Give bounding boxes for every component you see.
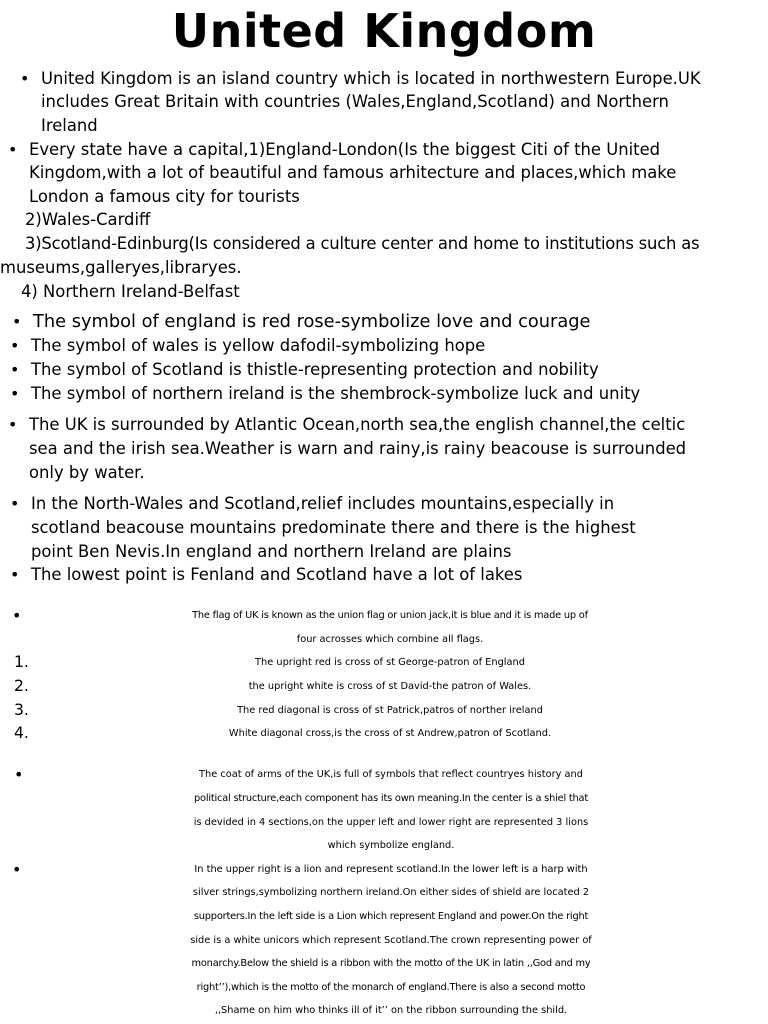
intro-line: United Kingdom is an island country which is located in northwestern Europe.UK xyxy=(41,69,701,88)
flag-line: four acrosses which combine all flags. xyxy=(296,634,484,645)
symbol-item: The symbol of Scotland is thistle-representing protection and nobility xyxy=(31,360,599,379)
bullet: • xyxy=(12,312,22,331)
bullet: • xyxy=(20,69,30,88)
bullet: • xyxy=(12,606,22,625)
intro-line: includes Great Britain with countries (Wales,England,Scotland) and Northern xyxy=(41,92,669,111)
bullet: • xyxy=(8,415,18,434)
capitals-line: Every state have a capital,1)England-London(Is the biggest Citi of the United xyxy=(29,140,661,159)
bullet: • xyxy=(14,765,24,784)
cross-item: White diagonal cross,is the cross of st Andrew,patron of Scotland. xyxy=(228,728,552,739)
symbol-item: The symbol of northern ireland is the shembrock-symbolize luck and unity xyxy=(31,384,641,403)
waters-line: sea and the irish sea.Weather is warn and rainy,is rainy beacouse is surrounded xyxy=(29,439,687,458)
list-number: 2. xyxy=(14,677,29,695)
capitals-line: museums,galleryes,libraryes. xyxy=(0,258,242,277)
coat2-line: In the upper right is a lion and represent scotland.In the lower left is a harp with xyxy=(194,864,588,875)
coat2-line: right’’),which is the motto of the monarch of england.There is also a second motto xyxy=(196,982,586,993)
bullet: • xyxy=(10,565,20,584)
page-title: United Kingdom xyxy=(171,4,597,58)
coat-line: The coat of arms of the UK,is full of symbols that reflect countryes history and xyxy=(199,769,583,780)
bullet: • xyxy=(10,360,20,379)
relief-line: point Ben Nevis.In england and northern Ireland are plains xyxy=(31,542,512,561)
symbol-item: The symbol of wales is yellow dafodil-symbolizing hope xyxy=(31,336,486,355)
bullet: • xyxy=(10,494,20,513)
cross-item: The red diagonal is cross of st Patrick,patros of norther ireland xyxy=(237,705,543,716)
bullet: • xyxy=(10,384,20,403)
capitals-line: 2)Wales-Cardiff xyxy=(25,210,151,229)
capitals-line: London a famous city for tourists xyxy=(29,187,300,206)
cross-item: the upright white is cross of st David-the patron of Wales. xyxy=(248,681,532,692)
coat2-line: silver strings,symbolizing northern ireland.On either sides of shield are located 2 xyxy=(192,887,590,898)
bullet: • xyxy=(8,140,18,159)
coat2-line: supporters.In the left side is a Lion which represent England and power.On the right xyxy=(193,911,589,922)
intro-line: Ireland xyxy=(41,116,98,135)
relief-line: scotland beacouse mountains predominate there and there is the highest xyxy=(31,518,636,537)
coat2-line: ,,Shame on him who thinks ill of it’’ on the ribbon surrounding the shild. xyxy=(214,1005,568,1016)
coat-line: political structure,each component has its own meaning.In the center is a shiel that xyxy=(194,793,588,804)
coat2-line: side is a white unicors which represent Scotland.The crown representing power of xyxy=(190,935,592,946)
relief-line: In the North-Wales and Scotland,relief includes mountains,especially in xyxy=(31,494,615,513)
coat-line: is devided in 4 sections,on the upper left and lower right are represented 3 lions xyxy=(193,817,589,828)
bullet: • xyxy=(12,860,22,879)
capitals-line: 4) Northern Ireland-Belfast xyxy=(21,282,240,301)
symbol-item: The symbol of england is red rose-symbolize love and courage xyxy=(33,311,591,332)
waters-line: only by water. xyxy=(29,463,145,482)
coat2-line: monarchy.Below the shield is a ribbon with the motto of the UK in latin ,,God and my xyxy=(191,958,591,969)
coat-line: which symbolize england. xyxy=(327,840,455,851)
lowest-point: The lowest point is Fenland and Scotland have a lot of lakes xyxy=(31,565,523,584)
cross-item: The upright red is cross of st George-patron of England xyxy=(255,657,525,668)
waters-line: The UK is surrounded by Atlantic Ocean,north sea,the english channel,the celtic xyxy=(29,415,686,434)
list-number: 4. xyxy=(14,724,29,742)
bullet: • xyxy=(10,336,20,355)
list-number: 3. xyxy=(14,701,29,719)
flag-line: The flag of UK is known as the union flag or union jack,it is blue and it is made up of xyxy=(192,610,588,621)
capitals-line: 3)Scotland-Edinburg(Is considered a culture center and home to institutions such as xyxy=(25,234,700,253)
capitals-line: Kingdom,with a lot of beautiful and famous arhitecture and places,which make xyxy=(29,163,677,182)
list-number: 1. xyxy=(14,653,29,671)
